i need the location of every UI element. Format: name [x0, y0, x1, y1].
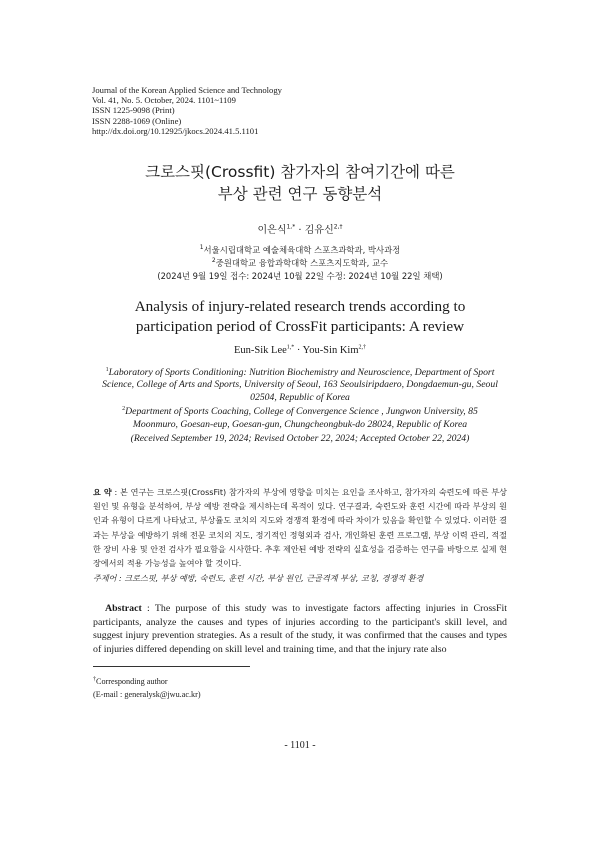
footnote-mark: †	[93, 676, 96, 683]
aff2-ko: 중원대학교 융합과학대학 스포츠지도학과, 교수	[215, 258, 389, 268]
author2-ko-sup: 2,†	[333, 223, 343, 231]
dates-ko: (2024년 9월 19일 접수: 2024년 10월 22일 수정: 2024년 10월 22일 채택)	[157, 271, 443, 281]
aff2-en-line	[100, 406, 500, 431]
author1-en: Eun-Sik Lee	[234, 345, 287, 356]
aff2-ko-line	[0, 257, 600, 270]
abstract-korean-text: : 본 연구는 크로스핏(CrossFit) 참가자의 부상에 영향을 미치는 요인을 조사하고, 참가자의 숙련도에 따른 부상 원인 및 유형을 분석하여, 부상 예방 전략을 제시하는데 목적이 있다. 연구결과, 숙련도와 훈련 시간에 따라 부상의 원인과 유형이 다르게 나타났고, 부상률도 코치의 지도와 경쟁적 환경에 따라 차이가 있음을 확인할 수 있었다. 이러한 결과는 부상을 예방하기 위해 전문 코치의 지도, 정기적인 정형외과 검사, 개인화된 훈련 프로그램, 부상 이력 관리, 적절한 장비 사용 및 안전 검사가 필요함을 시사한다. 추후 제안된 예방 전략의 실효성을 검증하는 연구를 바탕으로 실제 현장에서의 적용 가능성을 높여야 할 것이다.	[93, 487, 507, 569]
affiliations-english	[100, 367, 500, 447]
author1-en-sup: 1,*	[286, 344, 295, 351]
affiliations-korean	[0, 244, 600, 283]
author2-en-sup: 2,†	[358, 344, 366, 351]
authors-korean	[0, 221, 600, 236]
aff1-en-sup: 1	[105, 366, 109, 373]
abstract-korean-label: 요 약	[93, 487, 112, 497]
aff1-ko-sup: 1	[199, 244, 204, 252]
aff1-ko-line	[0, 244, 600, 257]
aff2-en-sup: 2	[122, 405, 126, 412]
abstract-korean	[93, 485, 507, 570]
title-english	[0, 297, 600, 337]
author-separator-en: ·	[294, 345, 303, 356]
journal-name: Journal of the Korean Applied Science and Technology	[92, 85, 282, 95]
journal-volume: Vol. 41, No. 5. October, 2024. 1101~1109	[92, 95, 236, 106]
corresponding-author-label: Corresponding author	[96, 677, 168, 686]
corresponding-email: (E-mail : generalysk@jwu.ac.kr)	[93, 690, 201, 699]
aff2-en: Department of Sports Coaching, College of Convergence Science , Jungwon University, 85 Moonmuro, Goesan-eup, Goesan-gun, Chungcheongbuk-do 28024, Republic of Korea	[125, 406, 478, 430]
footnote-line1	[93, 675, 201, 688]
aff2-ko-sup: 2	[211, 257, 216, 265]
title-korean-line2: 부상 관련 연구 동향분석	[217, 185, 383, 203]
authors-english	[0, 345, 600, 356]
issn-print: ISSN 1225-9098 (Print)	[92, 105, 175, 116]
journal-header	[92, 85, 282, 136]
aff1-en: Laboratory of Sports Conditioning: Nutrition Biochemistry and Neuroscience, Department of Sport Science, College of Arts and Sports, University of Seoul, 163 Seoulsiripdaero, Dongdaemun-gu, Seoul 02504, Republic of Korea	[102, 367, 498, 403]
title-english-line1: Analysis of injury-related research trends according to	[134, 298, 466, 315]
doi-link[interactable]: http://dx.doi.org/10.12925/jkocs.2024.41.5.1101	[92, 125, 259, 136]
author1-ko-sup: 1,*	[286, 223, 296, 231]
aff1-ko: 서울시립대학교 예술체육대학 스포츠과학과, 박사과정	[203, 245, 401, 255]
title-korean-line1: 크로스핏(Crossfit) 참가자의 참여기간에 따른	[145, 163, 455, 181]
footnote	[93, 675, 201, 701]
page-number: - 1101 -	[284, 740, 316, 751]
author2-en: You-Sin Kim	[302, 345, 359, 356]
author1-ko: 이은식	[257, 225, 287, 236]
issn-online: ISSN 2288-1069 (Online)	[92, 115, 182, 126]
footnote-divider	[93, 666, 250, 667]
dates-en: (Received September 19, 2024; Revised October 22, 2024; Accepted October 22, 2024)	[130, 433, 470, 445]
author2-ko: 김유신	[304, 225, 334, 236]
keywords-korean: 주제어 : 크로스핏, 부상 예방, 숙련도, 훈련 시간, 부상 원인, 근골격계 부상, 코칭, 경쟁적 환경	[93, 573, 424, 583]
abstract-english-text: : The purpose of this study was to investigate factors affecting injuries in CrossFit participants, analyze the causes and types of injuries according to the participant's skill level, and suggest injury prevention strategies. As a result of the study, it was confirmed that the causes and types of injuries differed depending on skill level and training time, and that the injury rate also	[93, 603, 507, 655]
title-korean	[0, 161, 600, 205]
title-english-line2: participation period of CrossFit participants: A review	[135, 318, 465, 335]
abstract-english-label: Abstract	[105, 603, 142, 614]
abstract-english	[93, 602, 507, 656]
author-separator-ko: ·	[295, 225, 305, 236]
aff1-en-line	[100, 367, 500, 404]
